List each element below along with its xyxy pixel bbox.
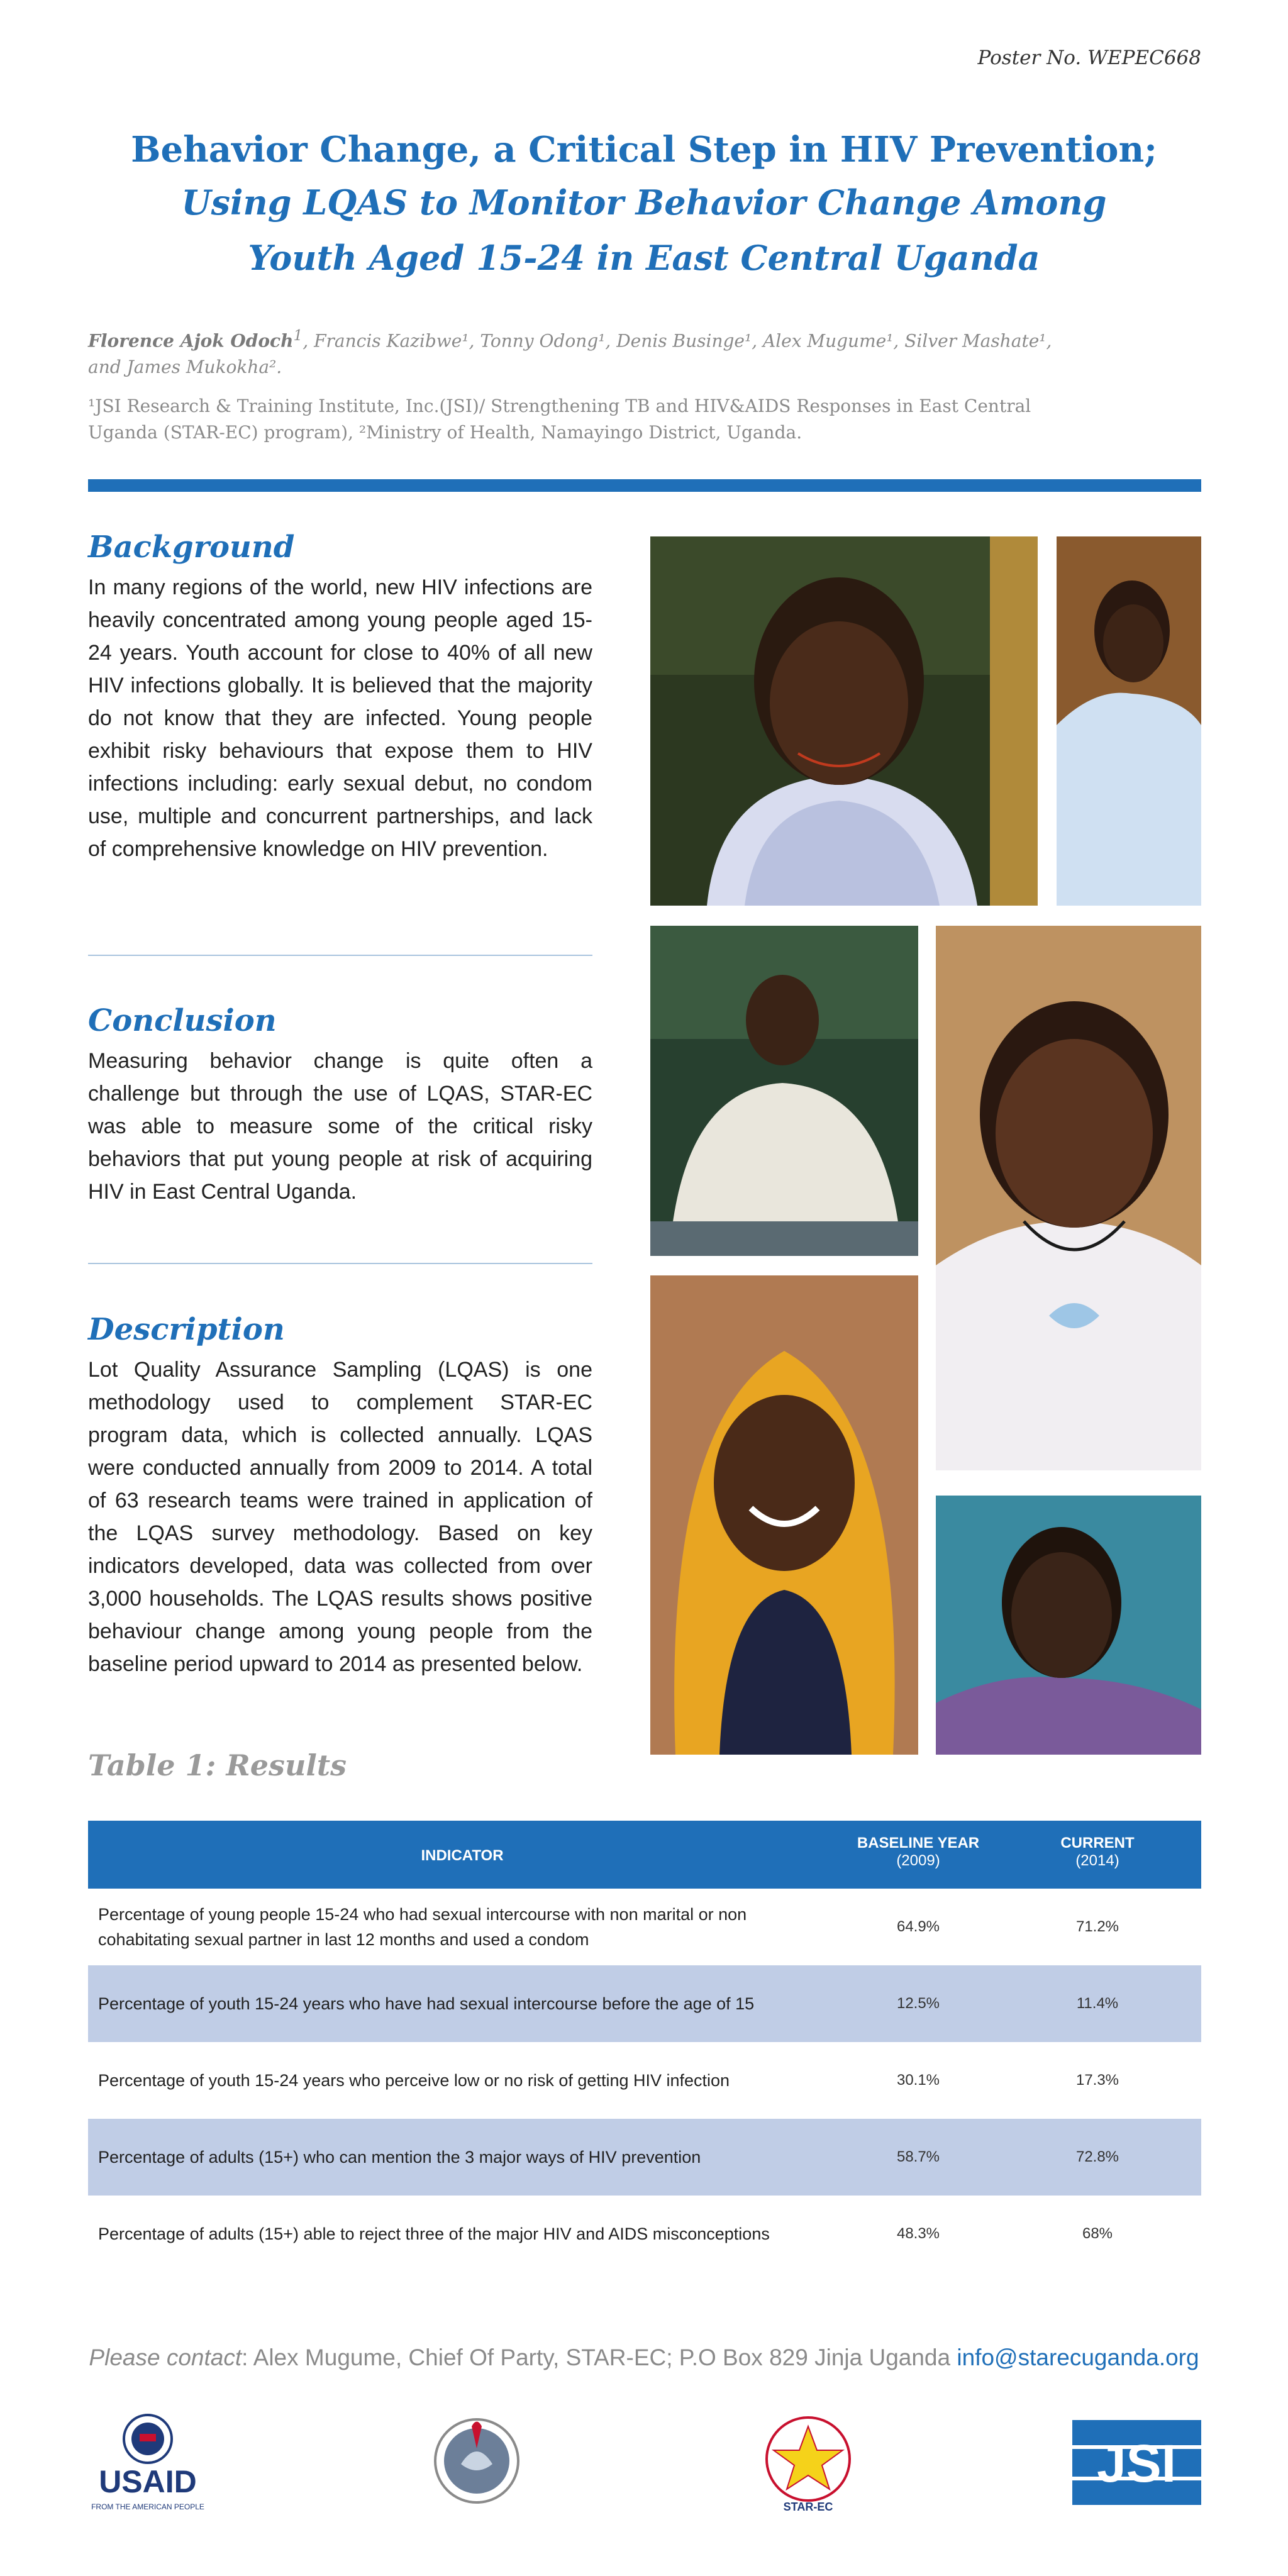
description-heading: Description bbox=[88, 1312, 285, 1347]
indicator-cell: Percentage of youth 15-24 years who perceive low or no risk of getting HIV infection bbox=[98, 2071, 730, 2090]
header-current-year: (2014) bbox=[1075, 1852, 1119, 1869]
photo-girl-braids bbox=[650, 536, 1038, 906]
photo-girl-yellow-scarf bbox=[650, 1275, 918, 1755]
baseline-cell: 48.3% bbox=[896, 2225, 940, 2242]
background-body: In many regions of the world, new HIV infections are heavily concentrated among young people aged 15-24 years. Youth account for close to 40% of all new HIV infections globally. It is believed that the majority do not know that they are infected. Young people exhibit risky behaviours that expose them to HIV infections including: early sexual debut, no condom use, multiple and concurrent partnerships, and lack of comprehensive knowledge on HIV prevention. bbox=[88, 575, 592, 861]
table-title: Table 1: Results bbox=[88, 1748, 347, 1782]
star-ec-logo bbox=[755, 2414, 862, 2514]
affiliation-line-1: ¹JSI Research & Training Institute, Inc.(JSI)/ Strengthening TB and HIV&AIDS Responses in East Central bbox=[88, 396, 1031, 416]
results-table bbox=[88, 1821, 1201, 2272]
usaid-logo bbox=[88, 2414, 208, 2514]
photo-girl-smiling-necklace bbox=[936, 926, 1201, 1470]
current-cell: 11.4% bbox=[1076, 1995, 1119, 2012]
indicator-cell: Percentage of adults (15+) able to reject three of the major HIV and AIDS misconceptions bbox=[98, 2224, 770, 2243]
star-ec-logo-text: STAR-EC bbox=[783, 2501, 833, 2513]
table-row bbox=[88, 2042, 1201, 2119]
section-divider bbox=[88, 955, 592, 956]
baseline-cell: 12.5% bbox=[896, 1995, 940, 2012]
lead-author-superscript: 1 bbox=[293, 326, 303, 344]
table-row bbox=[88, 1889, 1201, 1965]
indicator-cell: Percentage of adults (15+) who can mention the 3 major ways of HIV prevention bbox=[98, 2148, 701, 2167]
usaid-logo-text: USAID bbox=[99, 2464, 197, 2499]
header-divider bbox=[88, 479, 1201, 492]
section-divider bbox=[88, 1263, 592, 1264]
jsi-logo bbox=[1072, 2420, 1201, 2505]
indicator-cell: Percentage of youth 15-24 years who have had sexual intercourse before the age of 15 bbox=[98, 1994, 755, 2013]
photo-girl-blue-shirt bbox=[1057, 536, 1201, 906]
header-indicator: INDICATOR bbox=[421, 1847, 504, 1864]
title-line-3: Youth Aged 15-24 in East Central Uganda bbox=[248, 238, 1040, 278]
title-line-2: Using LQAS to Monitor Behavior Change Among bbox=[181, 182, 1107, 223]
contact-line bbox=[63, 2345, 1225, 2371]
affiliation-line-2: Uganda (STAR-EC) program), ²Ministry of Health, Namayingo District, Uganda. bbox=[88, 422, 802, 443]
table-row bbox=[88, 2119, 1201, 2196]
current-cell: 17.3% bbox=[1075, 2072, 1119, 2089]
contact-label: Please contact bbox=[89, 2345, 242, 2370]
ministry-seal-logo bbox=[433, 2414, 521, 2508]
contact-text: : Alex Mugume, Chief Of Party, STAR-EC; P.O Box 829 Jinja Uganda bbox=[242, 2345, 957, 2370]
usaid-tagline: FROM THE AMERICAN PEOPLE bbox=[91, 2502, 204, 2511]
photo-boy-sweater bbox=[650, 926, 918, 1256]
header-baseline bbox=[811, 1835, 1025, 1870]
description-body: Lot Quality Assurance Sampling (LQAS) is one methodology used to complement STAR-EC program data, which is collected annually. LQAS were conducted annually from 2009 to 2014. A total of 63 research teams were trained in application of the LQAS survey methodology. Based on key indicators developed, data was collected from over 3,000 households. The LQAS results shows positive behaviour change among young people from the baseline period upward to 2014 as presented below. bbox=[88, 1358, 592, 1676]
table-header bbox=[88, 1821, 1201, 1889]
current-cell: 71.2% bbox=[1075, 1918, 1119, 1935]
indicator-cell: Percentage of young people 15-24 who had sexual intercourse with non marital or non cohabitating sexual partner in last 12 months and used a condom bbox=[98, 1905, 747, 1949]
lead-author: Florence Ajok Odoch bbox=[88, 330, 294, 352]
current-cell: 68% bbox=[1082, 2225, 1113, 2242]
baseline-cell: 58.7% bbox=[896, 2148, 940, 2165]
title-line-1: Behavior Change, a Critical Step in HIV Prevention; bbox=[131, 129, 1157, 170]
authors-line-1: , Francis Kazibwe¹, Tonny Odong¹, Denis Businge¹, Alex Mugume¹, Silver Mashate¹, bbox=[303, 330, 1052, 352]
poster-number: Poster No. WEPEC668 bbox=[977, 47, 1201, 69]
header-current-label: CURRENT bbox=[1060, 1835, 1135, 1852]
current-cell: 72.8% bbox=[1075, 2148, 1119, 2165]
header-baseline-year: (2009) bbox=[896, 1852, 940, 1869]
conclusion-body: Measuring behavior change is quite often a challenge but through the use of LQAS, STAR-EC was able to measure some of the critical risky behaviors that put young people at risk of acquiring HIV in East Central Uganda. bbox=[88, 1049, 592, 1204]
jsi-logo-text: JSI bbox=[1096, 2434, 1177, 2493]
background-heading: Background bbox=[88, 530, 295, 565]
authors bbox=[88, 322, 1201, 380]
header-current bbox=[1019, 1835, 1176, 1870]
contact-email-link[interactable]: info@starecuganda.org bbox=[957, 2345, 1199, 2370]
header-baseline-label: BASELINE YEAR bbox=[857, 1835, 980, 1852]
authors-line-2: and James Mukokha². bbox=[88, 357, 282, 378]
conclusion-heading: Conclusion bbox=[88, 1003, 277, 1038]
baseline-cell: 64.9% bbox=[896, 1918, 940, 1935]
baseline-cell: 30.1% bbox=[896, 2072, 940, 2089]
table-row bbox=[88, 2196, 1201, 2272]
table-row bbox=[88, 1965, 1201, 2042]
affiliations bbox=[88, 393, 1201, 446]
photo-boy-plaid-shirt bbox=[936, 1496, 1201, 1755]
